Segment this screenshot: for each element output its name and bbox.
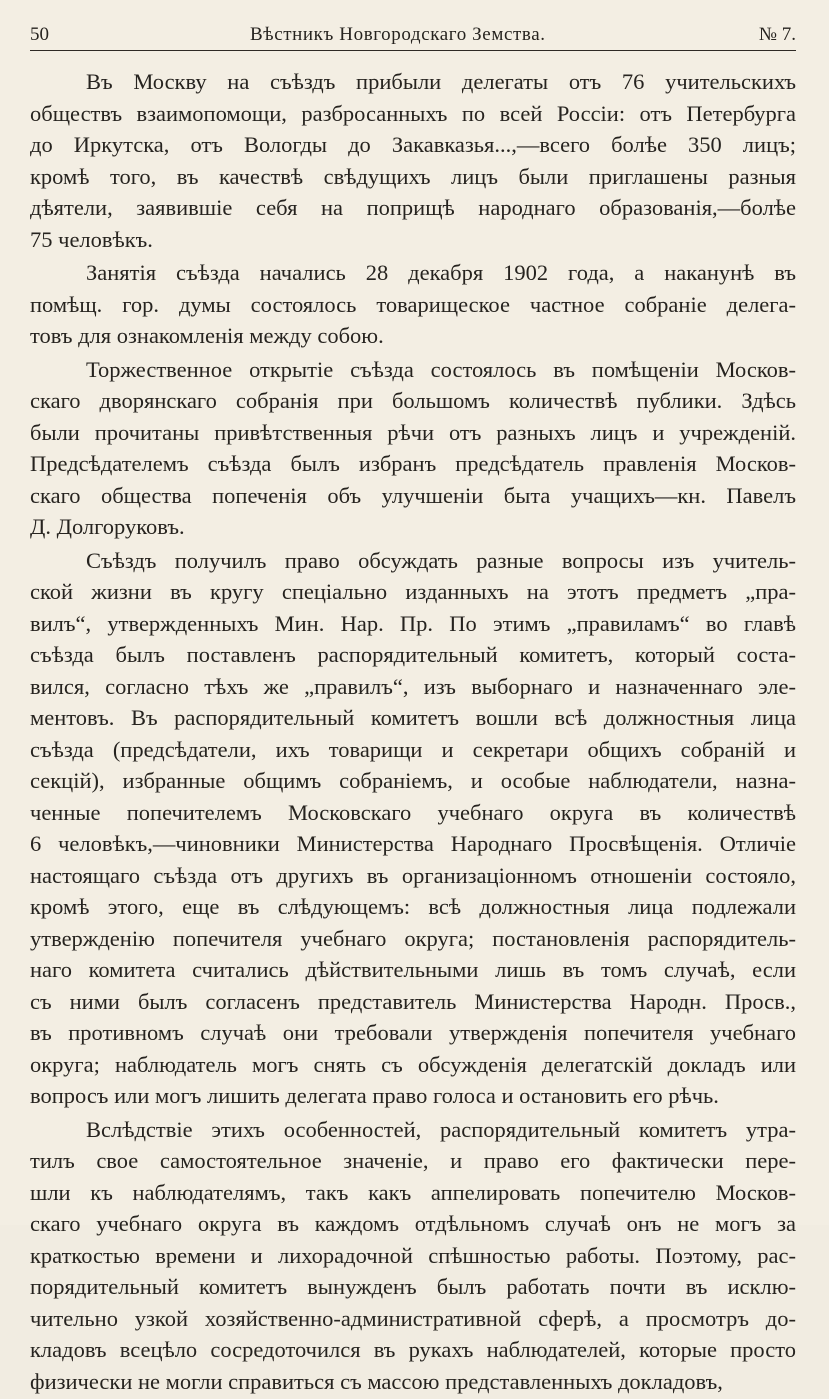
text-line: кромѣ того, въ качествѣ свѣдущихъ лицъ были приглашены разныя (30, 163, 796, 189)
text-line: скаго учебнаго округа въ каждомъ отдѣльномъ случаѣ онъ не могъ за (30, 1211, 796, 1236)
paragraph (30, 66, 796, 255)
text-line: товъ для ознакомленія между собою. (30, 323, 384, 348)
text-line: дѣятели, заявившіе себя на поприщѣ народнаго образованія,—болѣе (30, 195, 796, 220)
paragraph (30, 354, 796, 543)
text-line: краткостью времени и лихорадочной спѣшностью работы. Поэтому, рас- (30, 1242, 796, 1268)
journal-title: Вѣстникъ Новгородскаго Земства. (250, 24, 546, 45)
text-line: вилъ“, утвержденныхъ Мин. Нар. Пр. По этимъ „правиламъ“ во главѣ (30, 610, 796, 636)
text-line: секцій), избранные общимъ собраніемъ, и особые наблюдатели, назна- (30, 768, 796, 793)
text-line: физически не могли справиться съ массою представленныхъ докладовъ, (30, 1368, 723, 1394)
text-line: шли къ наблюдателямъ, такъ какъ аппелировать попечителю Москов- (30, 1179, 796, 1205)
text-line: порядительный комитетъ вынужденъ былъ работать почти въ исклю- (30, 1274, 796, 1299)
text-line: кладовъ всецѣло сосредоточился въ рукахъ наблюдателей, которые просто (30, 1337, 796, 1362)
text-line: Съѣздъ получилъ право обсуждать разные вопросы изъ учитель- (86, 547, 796, 573)
text-line: настоящаго съѣзда отъ другихъ въ организаціонномъ отношеніи состояло, (30, 862, 796, 888)
text-line: Занятія съѣзда начались 28 декабря 1902 года, а наканунѣ въ (86, 260, 796, 285)
text-line: тилъ свое самостоятельное значеніе, и право его фактически пере- (30, 1148, 796, 1173)
text-line: помѣщ. гор. думы состоялось товарищеское частное собраніе делега- (30, 291, 796, 317)
text-line: въ противномъ случаѣ они требовали утвержденія попечителя учебнаго (30, 1020, 796, 1045)
running-head (30, 22, 796, 48)
text-line: утвержденію попечителя учебнаго округа; постановленія распорядитель- (30, 925, 796, 951)
text-line: скаго общества попеченія объ улучшеніи быта учащихъ—кн. Павелъ (30, 482, 796, 508)
text-line: съѣзда (предсѣдатели, ихъ товарищи и секретари общихъ собраній и (30, 736, 796, 762)
text-line: до Иркутска, отъ Вологды до Закавказья...,—всего болѣе 350 лицъ; (30, 132, 796, 157)
text-line: вился, согласно тѣхъ же „правилъ“, изъ выборнаго и назначеннаго эле- (30, 673, 796, 699)
text-line: наго комитета считались дѣйствительными лишь въ томъ случаѣ, если (30, 957, 796, 982)
paragraph (30, 545, 796, 1112)
text-line: чительно узкой хозяйственно-административной сферѣ, а просмотръ до- (30, 1305, 796, 1331)
text-line: Вслѣдствіе этихъ особенностей, распорядительный комитетъ утра- (86, 1116, 796, 1142)
paragraph (30, 1114, 796, 1398)
text-line: Предсѣдателемъ съѣзда былъ избранъ предсѣдатель правленія Москов- (30, 451, 796, 476)
text-line: съѣзда былъ поставленъ распорядительный комитетъ, который соста- (30, 642, 796, 667)
text-line: ментовъ. Въ распорядительный комитетъ вошли всѣ должностныя лица (30, 705, 796, 730)
body-text (30, 66, 796, 1399)
text-line: съ ними былъ согласенъ представитель Министерства Народн. Просв., (30, 988, 796, 1014)
issue-number: № 7. (758, 24, 796, 45)
text-line: ченные попечителемъ Московскаго учебнаго округа въ количествѣ (30, 799, 796, 825)
text-line: обществъ взаимопомощи, разбросанныхъ по всей Россіи: отъ Петербурга (30, 100, 796, 126)
text-line: были прочитаны привѣтственныя рѣчи отъ разныхъ лицъ и учрежденій. (30, 419, 796, 445)
text-line: Торжественное открытіе съѣзда состоялось въ помѣщеніи Москов- (86, 356, 796, 382)
header-rule (30, 50, 796, 51)
text-line: Въ Москву на съѣздъ прибыли делегаты отъ 76 учительскихъ (86, 69, 796, 94)
text-line: вопросъ или могъ лишить делегата право голоса и остановить его рѣчь. (30, 1083, 719, 1108)
text-line: 6 человѣкъ,—чиновники Министерства Народнаго Просвѣщенія. Отличіе (30, 831, 796, 856)
text-line: 75 человѣкъ. (30, 226, 153, 252)
paragraph (30, 257, 796, 352)
text-line: кромѣ этого, еще въ слѣдующемъ: всѣ должностныя лица подлежали (30, 894, 796, 919)
text-line: Д. Долгоруковъ. (30, 514, 185, 539)
text-line: ской жизни въ кругу спеціально изданныхъ на этотъ предметъ „пра- (30, 579, 796, 604)
page-number: 50 (30, 24, 49, 45)
text-line: округа; наблюдатель могъ снять съ обсужденія делегатскій докладъ или (30, 1051, 796, 1077)
text-line: скаго дворянскаго собранія при большомъ количествѣ публики. Здѣсь (30, 388, 796, 413)
